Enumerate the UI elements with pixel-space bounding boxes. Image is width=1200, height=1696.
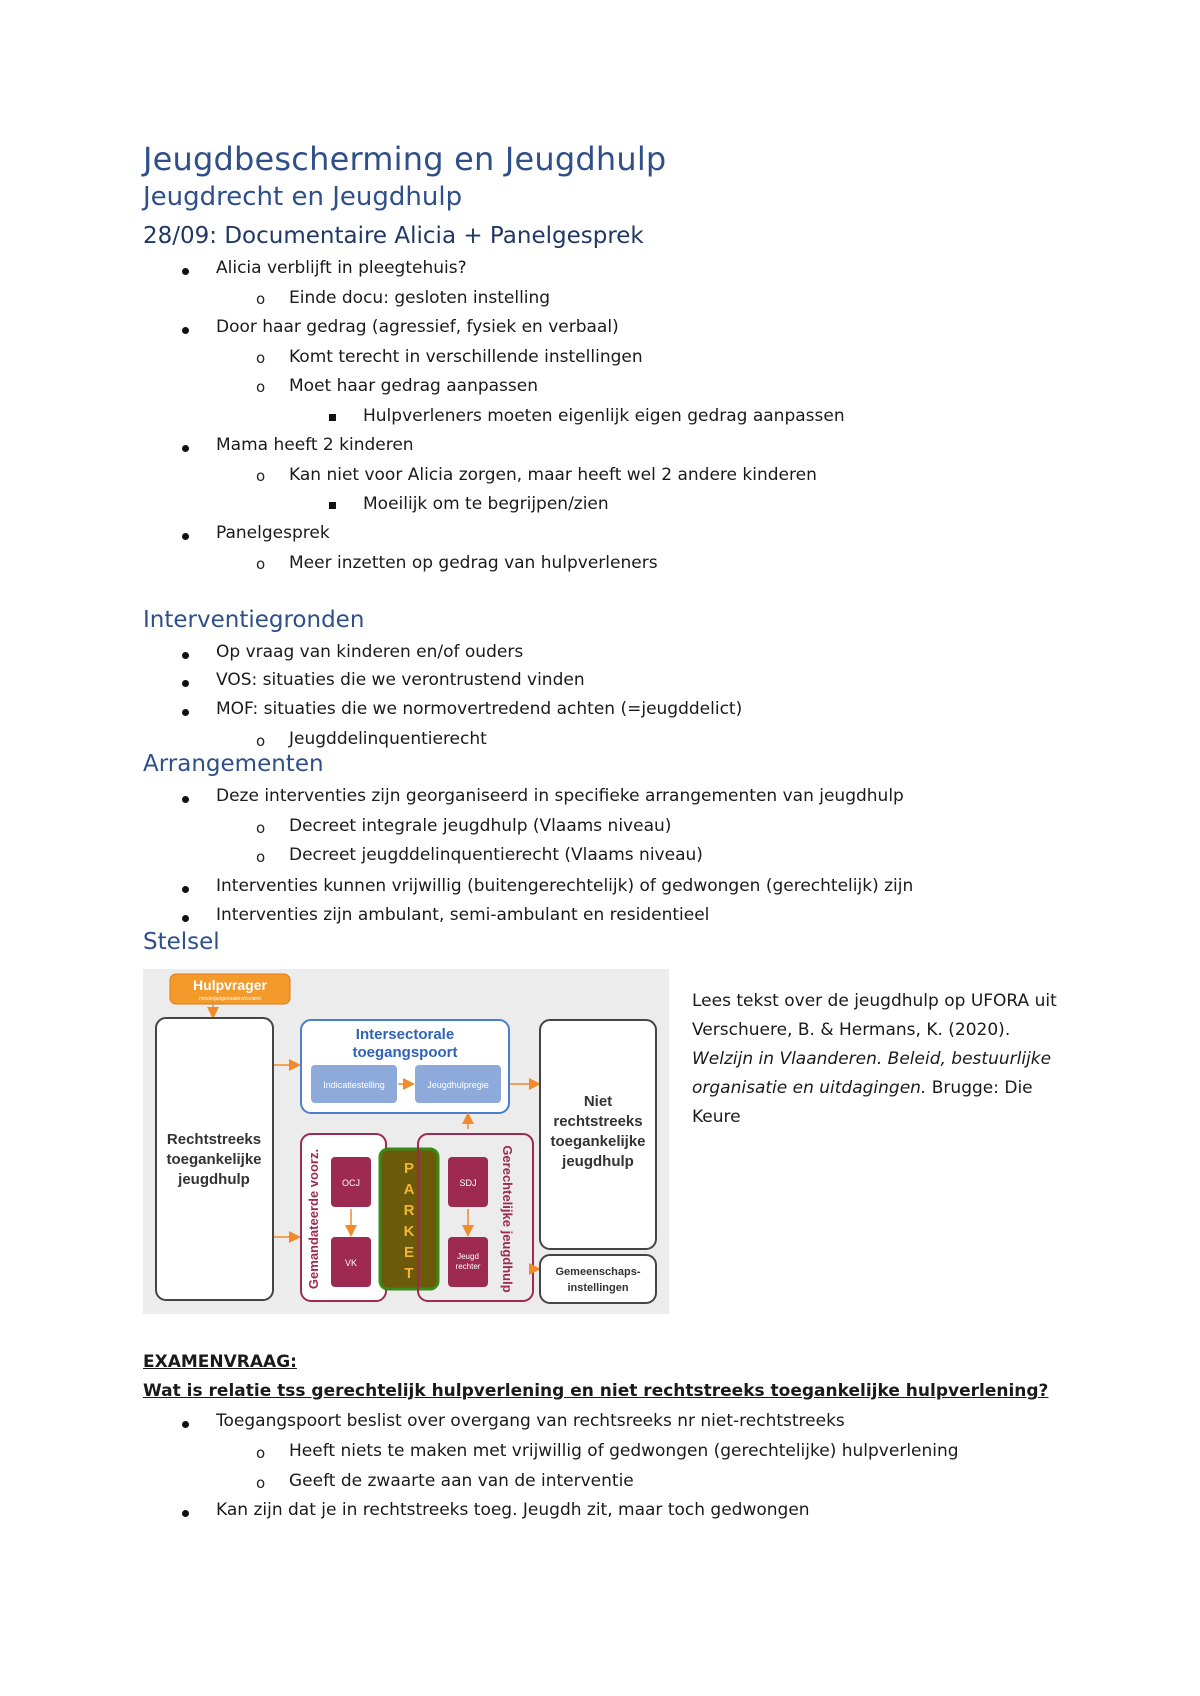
- square-bullet-icon: [329, 502, 336, 509]
- bullet-icon: [182, 1419, 192, 1429]
- bullet-icon: [182, 531, 192, 541]
- parket-letter-r: R: [403, 1202, 415, 1219]
- parket-letter-e: E: [403, 1244, 415, 1261]
- list-item: Moet haar gedrag aanpassen: [289, 376, 539, 396]
- side-text-italic: organisatie en uitdagingen.: [692, 1078, 927, 1098]
- intersectorale-line2: toegangspoort: [352, 1044, 458, 1061]
- list-item: Moeilijk om te begrijpen/zien: [363, 494, 609, 514]
- exam-question: Wat is relatie tss gerechtelijk hulpverlening en niet rechtstreeks toegankelijke hulpverlening?: [143, 1381, 1049, 1401]
- document-title: Jeugdbescherming en Jeugdhulp: [143, 140, 667, 178]
- circle-bullet-icon: o: [256, 1474, 266, 1492]
- exam-label: EXAMENVRAAG:: [143, 1352, 297, 1372]
- list-item: Jeugddelinquentierecht: [289, 729, 487, 749]
- side-text-line: Welzijn in Vlaanderen. Beleid, bestuurlijke: [692, 1049, 1052, 1069]
- list-item: Einde docu: gesloten instelling: [289, 288, 551, 308]
- circle-bullet-icon: o: [256, 290, 266, 308]
- list-item: Mama heeft 2 kinderen: [216, 435, 414, 455]
- side-text-line: [692, 1074, 1092, 1103]
- list-item: Hulpverleners moeten eigenlijk eigen gedrag aanpassen: [363, 406, 845, 426]
- bullet-icon: [182, 1508, 192, 1518]
- niet-rechtstreeks-line1: Niet: [583, 1093, 613, 1110]
- parket-letter-a: A: [403, 1181, 415, 1198]
- list-item: Kan zijn dat je in rechtstreeks toeg. Jeugdh zit, maar toch gedwongen: [216, 1500, 810, 1520]
- ocj-label: OCJ: [342, 1178, 360, 1188]
- list-item: Kan niet voor Alicia zorgen, maar heeft wel 2 andere kinderen: [289, 465, 817, 485]
- jeugdrechter-line2: rechter: [455, 1262, 481, 1271]
- section-heading-arrangementen: Arrangementen: [143, 751, 324, 777]
- list-item: Deze interventies zijn georganiseerd in specifieke arrangementen van jeugdhulp: [216, 786, 904, 806]
- list-item: Heeft niets te maken met vrijwillig of gedwongen (gerechtelijke) hulpverlening: [289, 1441, 959, 1461]
- bullet-icon: [182, 707, 192, 717]
- circle-bullet-icon: o: [256, 819, 266, 837]
- list-item: Panelgesprek: [216, 523, 330, 543]
- circle-bullet-icon: o: [256, 378, 266, 396]
- jeugdrechter-line1: Jeugd: [457, 1252, 479, 1261]
- bullet-icon: [182, 443, 192, 453]
- list-item: Decreet integrale jeugdhulp (Vlaams niveau): [289, 816, 672, 836]
- side-text-line: Keure: [692, 1107, 741, 1127]
- bullet-icon: [182, 678, 192, 688]
- list-item: VOS: situaties die we verontrustend vinden: [216, 670, 585, 690]
- vk-label: VK: [344, 1258, 358, 1268]
- gemandateerde-label: Gemandateerde voorz.: [306, 1148, 321, 1290]
- list-item: Door haar gedrag (agressief, fysiek en verbaal): [216, 317, 619, 337]
- circle-bullet-icon: o: [256, 1444, 266, 1462]
- indicatiestelling-label: Indicatiestelling: [323, 1080, 385, 1090]
- bullet-icon: [182, 650, 192, 660]
- section-heading-documentaire: 28/09: Documentaire Alicia + Panelgesprek: [143, 223, 644, 249]
- jeugdhulpregie-label: Jeugdhulpregie: [427, 1080, 489, 1090]
- circle-bullet-icon: o: [256, 732, 266, 750]
- rechtstreeks-line1: Rechtstreeks: [166, 1131, 262, 1148]
- bullet-icon: [182, 266, 192, 276]
- list-item: Interventies zijn ambulant, semi-ambulant en residentieel: [216, 905, 710, 925]
- circle-bullet-icon: o: [256, 555, 266, 573]
- bullet-icon: [182, 794, 192, 804]
- circle-bullet-icon: o: [256, 848, 266, 866]
- list-item: Geeft de zwaarte aan van de interventie: [289, 1471, 634, 1491]
- gerechtelijke-label: Gerechtelijke jeugdhulp: [500, 1145, 515, 1293]
- rechtstreeks-line3: jeugdhulp: [178, 1171, 250, 1188]
- sdj-label: SDJ: [459, 1178, 477, 1188]
- list-item: MOF: situaties die we normovertredend achten (=jeugddelict): [216, 699, 743, 719]
- list-item: Komt terecht in verschillende instellingen: [289, 347, 643, 367]
- square-bullet-icon: [329, 414, 336, 421]
- hulpvrager-label: Hulpvrager: [193, 977, 267, 993]
- rechtstreeks-line2: toegankelijke: [166, 1151, 262, 1168]
- side-text-line: Lees tekst over de jeugdhulp op UFORA uit: [692, 991, 1057, 1011]
- stelsel-diagram: [143, 969, 669, 1314]
- niet-rechtstreeks-line4: jeugdhulp: [562, 1153, 634, 1170]
- niet-rechtstreeks-line3: toegankelijke: [550, 1133, 646, 1150]
- bullet-icon: [182, 884, 192, 894]
- list-item: Alicia verblijft in pleegtehuis?: [216, 258, 467, 278]
- section-heading-interventiegronden: Interventiegronden: [143, 607, 365, 633]
- list-item: Interventies kunnen vrijwillig (buitengerechtelijk) of gedwongen (gerechtelijk) zijn: [216, 876, 914, 896]
- section-heading-stelsel: Stelsel: [143, 929, 220, 955]
- circle-bullet-icon: o: [256, 349, 266, 367]
- intersectorale-line1: Intersectorale: [355, 1026, 455, 1043]
- niet-rechtstreeks-line2: rechtstreeks: [553, 1113, 643, 1130]
- bullet-icon: [182, 913, 192, 923]
- list-item: Meer inzetten op gedrag van hulpverleners: [289, 553, 658, 573]
- bullet-icon: [182, 325, 192, 335]
- stelsel-side-text: [692, 987, 1092, 1132]
- parket-letter-k: K: [403, 1223, 415, 1240]
- circle-bullet-icon: o: [256, 467, 266, 485]
- parket-letter-t: T: [404, 1265, 414, 1282]
- document-subtitle: Jeugdrecht en Jeugdhulp: [143, 182, 463, 212]
- parket-letter-p: P: [403, 1160, 415, 1177]
- hulpvrager-sublabel: minderjarige/ouders/context: [199, 996, 261, 1002]
- gemeenschaps-line2: instellingen: [567, 1282, 629, 1294]
- list-item: Toegangspoort beslist over overgang van rechtsreeks nr niet-rechtstreeks: [216, 1411, 845, 1431]
- side-text-line: Verschuere, B. & Hermans, K. (2020).: [692, 1020, 1011, 1040]
- list-item: Decreet jeugddelinquentierecht (Vlaams niveau): [289, 845, 703, 865]
- list-item: Op vraag van kinderen en/of ouders: [216, 642, 524, 662]
- side-text-rest: Brugge: Die: [926, 1078, 1033, 1098]
- gemeenschaps-line1: Gemeenschaps-: [555, 1266, 641, 1278]
